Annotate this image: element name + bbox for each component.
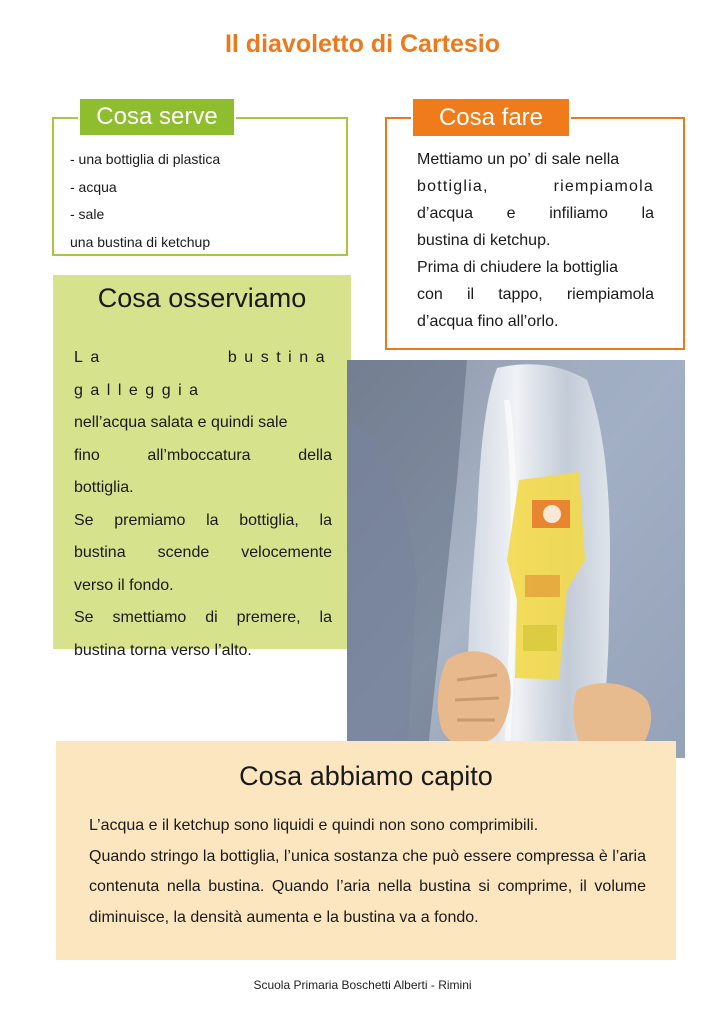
text-line: fino all’mboccatura della [74,446,332,464]
list-item: - una bottiglia di plastica [70,151,221,167]
page-title: Il diavoletto di Cartesio [224,30,501,58]
materials-list [70,146,340,256]
experiment-photo [347,360,685,758]
observation-text [74,342,332,667]
conclusion-text [89,811,646,933]
text-line: bottiglia, riempiamola [417,178,654,195]
text-line: Prima di chiudere la bottiglia [417,259,618,276]
text-line: con il tappo, riempiamola [417,286,654,303]
text-line: bustina scende velocemente [74,544,332,561]
procedure-heading: Cosa fare [411,97,571,138]
conclusion-heading: Cosa abbiamo capito [239,761,493,791]
text-line: bustina torna verso l’alto. [74,641,252,659]
text-line: bustina di ketchup. [417,232,551,249]
text-line: nell’acqua salata e quindi sale [74,414,288,431]
materials-heading: Cosa serve [78,97,236,137]
list-item: - sale [70,206,105,222]
list-item: una bustina di ketchup [70,233,211,250]
text-line: Se premiamo la bottiglia, la [74,511,332,529]
list-item: - acqua [70,178,117,195]
procedure-text [417,146,654,335]
text-line: d’acqua e infiliamo la [417,205,654,222]
text-line: bottiglia. [74,479,134,496]
text-line: La bustina galleggia [74,349,332,399]
paragraph: L’acqua e il ketchup sono liquidi e quindi non sono comprimibili. [89,817,539,834]
paragraph: Quando stringo la bottiglia, l’unica sostanza che può essere compressa è l’aria contenuta nella bustina. Quando l’aria nella bustina si comprime, il volume diminuisce, la densità aumenta e la bustina va a fondo. [89,847,646,926]
text-line: verso il fondo. [74,576,174,594]
text-line: d’acqua fino all’orlo. [417,313,559,330]
observation-heading: Cosa osserviamo [97,283,307,313]
text-line: Mettiamo un po’ di sale nella [417,151,620,168]
footer: Scuola Primaria Boschetti Alberti - Rimini [253,978,472,992]
text-line: Se smettiamo di premere, la [74,609,332,626]
bottle-photo-illustration [347,360,685,758]
